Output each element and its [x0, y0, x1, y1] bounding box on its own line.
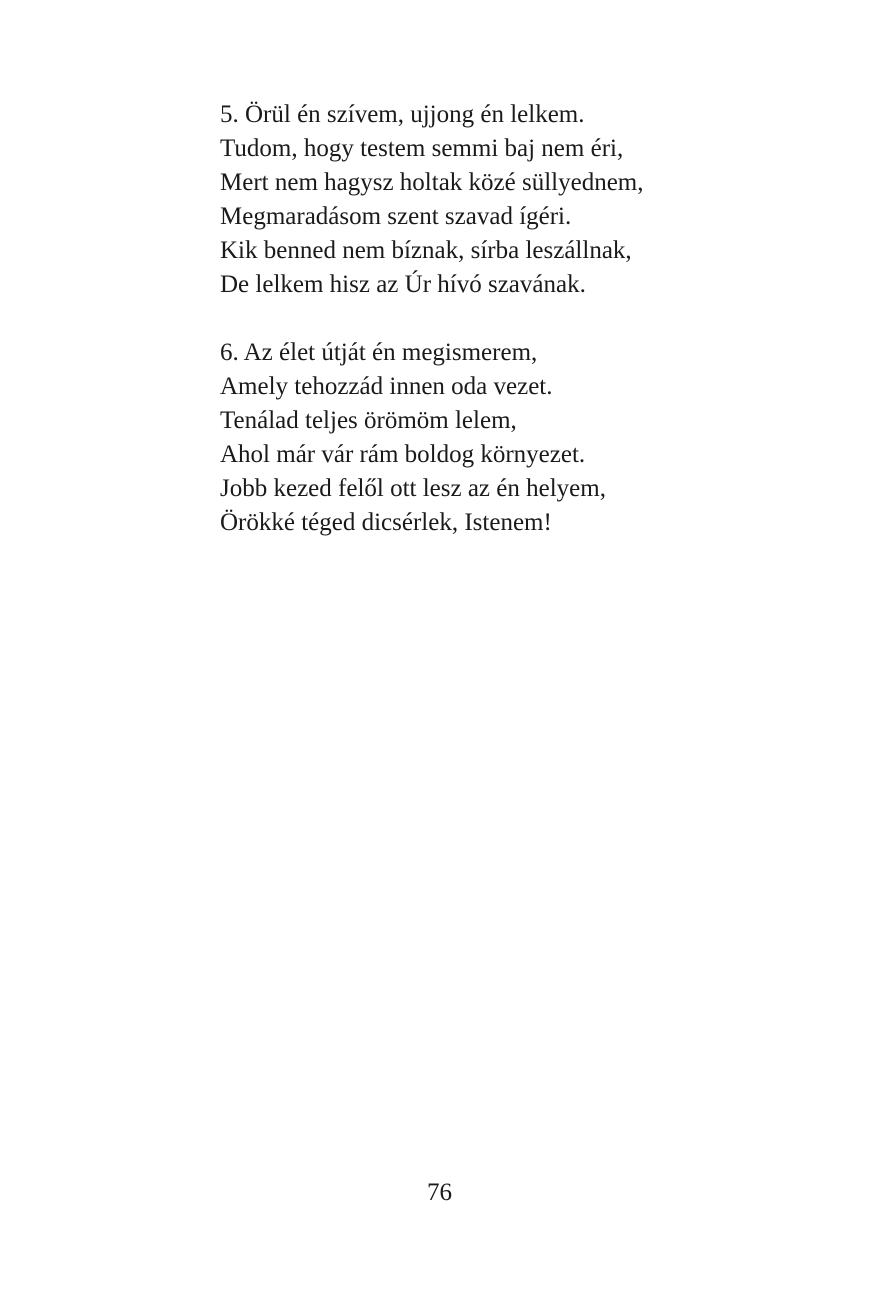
poem-line: 5. Örül én szívem, ujjong én lelkem.	[220, 101, 585, 128]
stanza-5	[220, 98, 820, 302]
poem-line: De lelkem hisz az Úr hívó szavának.	[220, 271, 586, 298]
poem-line: Tenálad teljes örömöm lelem,	[220, 407, 517, 434]
poem-line: Tudom, hogy testem semmi baj nem éri,	[220, 135, 624, 162]
poem-line: Megmaradásom szent szavad ígéri.	[220, 203, 572, 230]
poem-line: Kik benned nem bíznak, sírba leszállnak,	[220, 237, 632, 264]
poem-line: Jobb kezed felől ott lesz az én helyem,	[220, 475, 606, 502]
poem-line: Ahol már vár rám boldog környezet.	[220, 441, 586, 468]
poem-line: Örökké téged dicsérlek, Istenem!	[220, 509, 552, 536]
stanza-6	[220, 336, 820, 540]
poem-line: 6. Az élet útját én megismerem,	[220, 339, 538, 366]
poem-line: Mert nem hagysz holtak közé süllyednem,	[220, 169, 644, 196]
poem	[220, 98, 820, 540]
poem-line: Amely tehozzád innen oda vezet.	[220, 373, 553, 400]
page-number: 76	[427, 1179, 452, 1206]
